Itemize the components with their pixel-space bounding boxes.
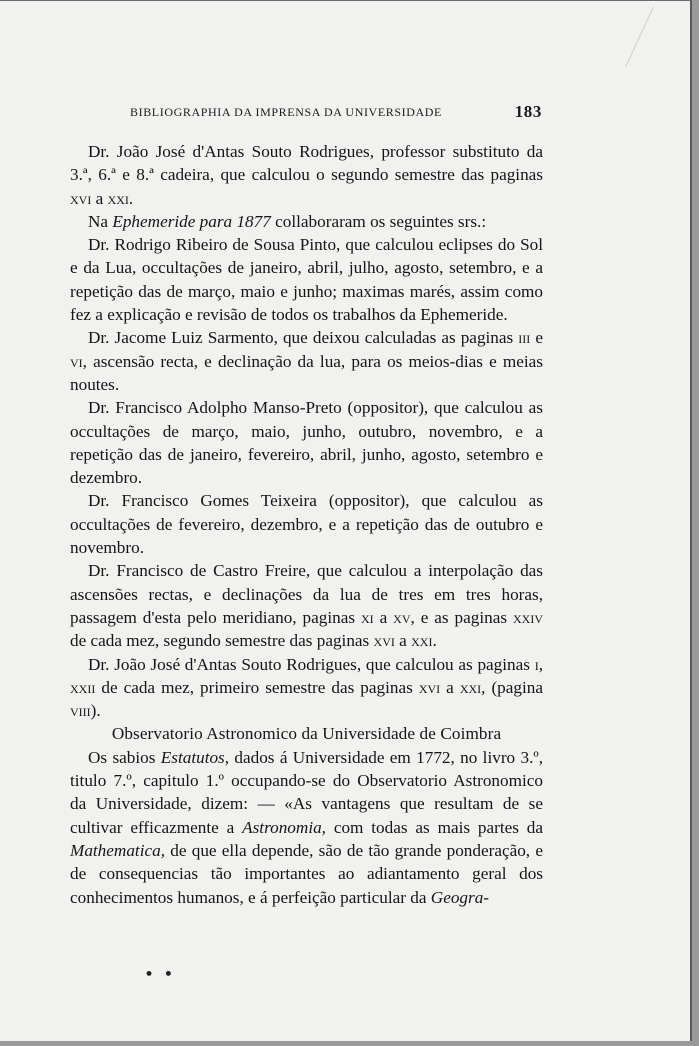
roman-numeral: xxi: [107, 188, 129, 208]
roman-numeral: xvi: [373, 631, 395, 651]
roman-numeral: xv: [393, 607, 411, 627]
page-number: 183: [514, 102, 542, 121]
roman-numeral: viii: [70, 701, 91, 721]
section-heading: Observatorio Astronomico da Universidade de Coimbra: [111, 724, 502, 744]
paragraph: Dr. Rodrigo Ribeiro de Sousa Pinto, que calculou eclipses do Sol e da Lua, occultações de janeiro, abril, julho, agosto, setembro, e a repetição das de março, maio e junho; maximas marés, assim como fez a explicação e revisão de todos os trabalhos da Ephemeride.: [70, 235, 543, 325]
italic-text: Estatutos,: [160, 747, 230, 767]
roman-numeral: i: [534, 654, 539, 674]
paragraph: Dr. Francisco de Castro Freire, que calculou a interpolação das ascensões rectas, e declinações da lua de tres em tres horas, passagem d'esta pelo meridiano, paginas xi a xv, e as paginas xxiv de cada mez, segundo semestre das paginas xvi a xxi.: [70, 561, 543, 651]
roman-numeral: xxi: [459, 677, 482, 697]
signature-mark: • •: [144, 965, 176, 985]
roman-numeral: iii: [518, 328, 531, 348]
roman-numeral: xi: [360, 607, 374, 627]
roman-numeral: xxii: [70, 677, 96, 697]
paragraph: Dr. Francisco Adolpho Manso-Preto (oppositor), que calculou as occultações de março, maio, junho, outubro, novembro, e a repetição das de janeiro, fevereiro, abril, junho, agosto, setembro e dezembro.: [70, 398, 543, 488]
paragraph: Dr. Jacome Luiz Sarmento, que deixou calculadas as paginas iii e vi, ascensão recta, e declinação da lua, para os meios-dias e meias noutes.: [70, 328, 543, 394]
page-corner-fold: [625, 7, 692, 67]
paragraph: Os sabios Estatutos, dados á Universidade em 1772, no livro 3.º, titulo 7.º, capitulo 1.º occupando-se do Observatorio Astronomico da Universidade, dizem: — «As vantagens que resultam de se cultivar efficazmente a Astronomia, com todas as mais partes da Mathematica, de que ella depende, são de tão grande ponderação, e de consequencias tão importantes ao adiantamento geral dos conhecimentos humanos, e á perfeição particular da Geogra-: [70, 747, 543, 907]
roman-numeral: xvi: [418, 677, 441, 697]
roman-numeral: vi: [70, 351, 83, 371]
italic-text: Astronomia,: [242, 817, 326, 837]
body-text: [70, 140, 543, 909]
paragraph: Dr. Francisco Gomes Teixeira (oppositor), que calculou as occultações de fevereiro, dezembro, e a repetição das de outubro e novembro.: [70, 491, 543, 558]
italic-text: Mathematica,: [70, 840, 165, 860]
paragraph: Dr. João José d'Antas Souto Rodrigues, professor substituto da 3.ª, 6.ª e 8.ª cadeira, que calculou o segundo semestre das paginas xvi a xxi.: [70, 142, 543, 208]
italic-text: Ephemeride para 1877: [112, 211, 271, 231]
paragraph: Dr. João José d'Antas Souto Rodrigues, que calculou as paginas i, xxii de cada mez, primeiro semestre das paginas xvi a xxi, (pagina viii).: [70, 654, 543, 721]
paragraph-list: [70, 140, 543, 722]
running-title: BIBLIOGRAPHIA DA IMPRENSA DA UNIVERSIDADE: [130, 105, 442, 119]
roman-numeral: xvi: [70, 188, 92, 208]
roman-numeral: xxi: [411, 631, 433, 651]
paragraph: Na Ephemeride para 1877 collaboraram os seguintes srs.:: [88, 211, 487, 231]
roman-numeral: xxiv: [512, 607, 543, 627]
italic-text: Geogra-: [430, 887, 490, 907]
